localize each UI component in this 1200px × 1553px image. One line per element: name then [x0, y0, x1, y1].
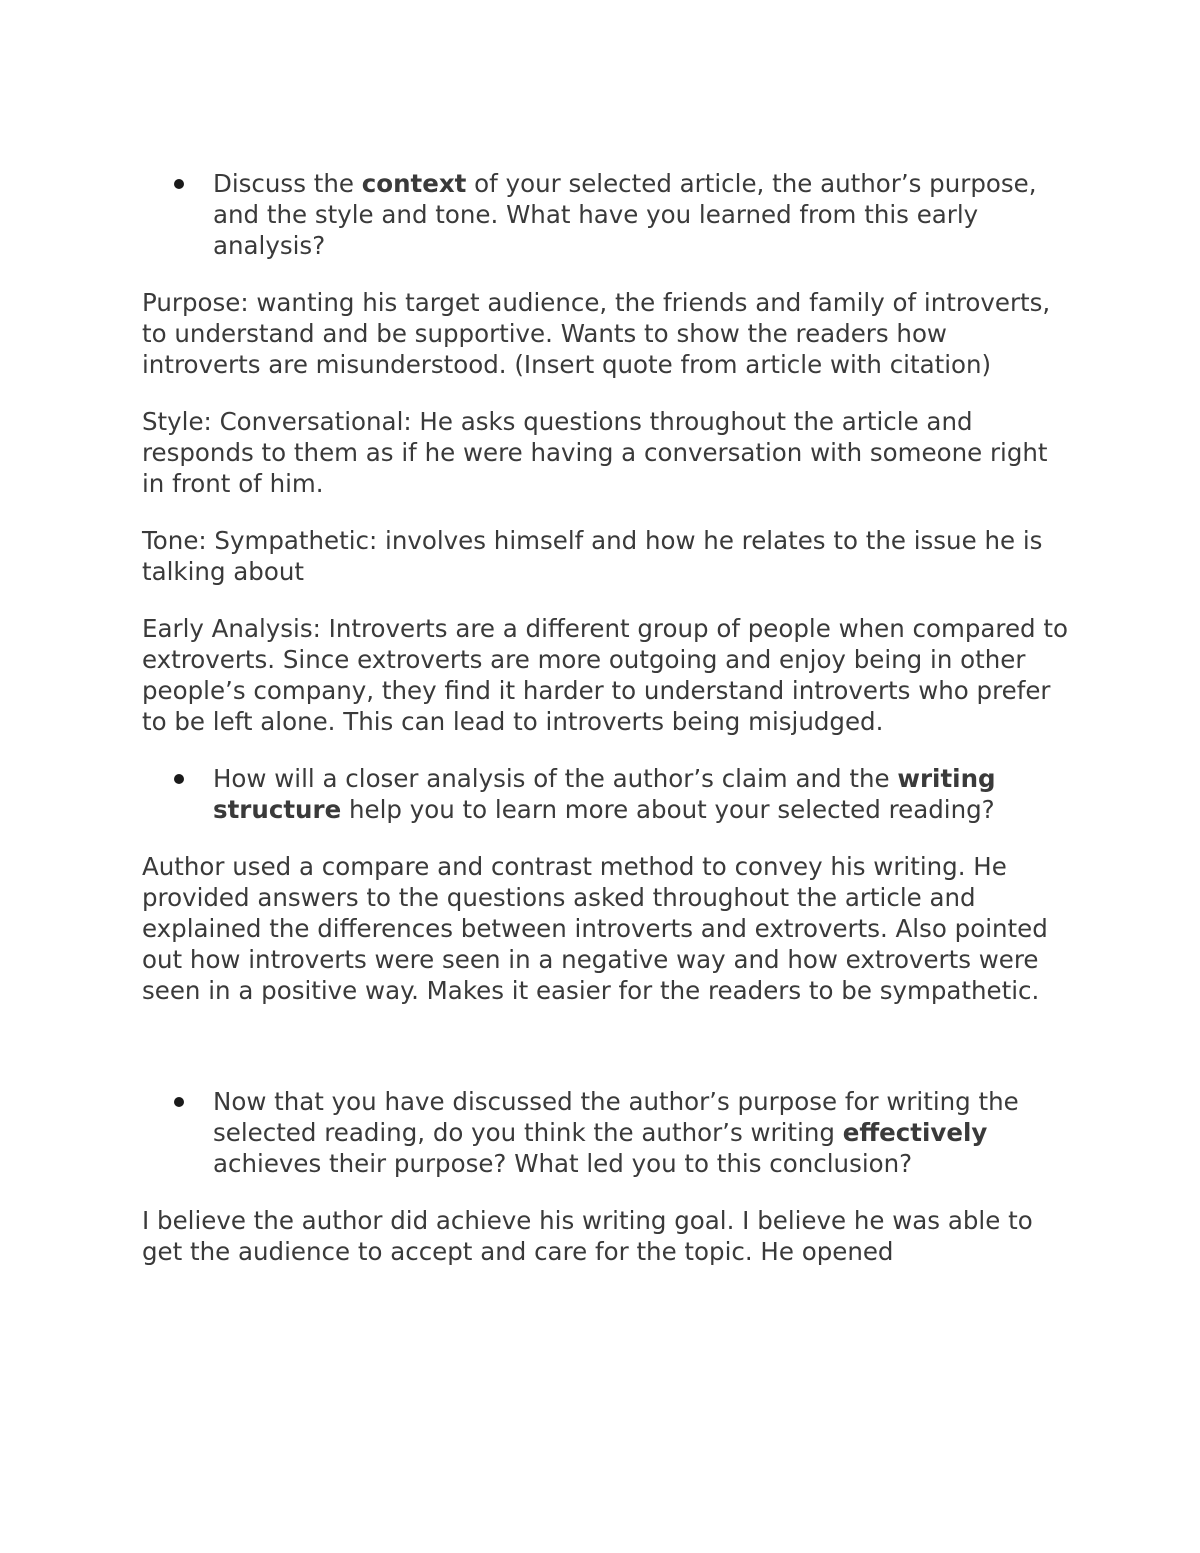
bold-keyword: context [361, 169, 467, 198]
question-context [142, 168, 1072, 261]
question-text: Discuss the context of your selected article, the author’s purpose, and the style and tone. What have you learned from this early analysis? [213, 169, 1037, 260]
answer-early-analysis: Early Analysis: Introverts are a different group of people when compared to extroverts. Since extroverts are more outgoing and enjoy being in other people’s company, they find it harder to understand introverts who prefer to be left alone. This can lead to introverts being misjudged. [142, 614, 1068, 736]
bullet-icon [174, 179, 184, 189]
question-text: How will a closer analysis of the author’s claim and the writing structure help you to learn more about your selected reading? [213, 764, 996, 824]
question-writing-structure [142, 763, 1072, 825]
answer-tone: Tone: Sympathetic: involves himself and how he relates to the issue he is talking about [142, 526, 1043, 586]
bullet-icon [174, 774, 184, 784]
answer-purpose: Purpose: wanting his target audience, the friends and family of introverts, to understand and be supportive. Wants to show the readers how introverts are misunderstood. (Insert quote from article with citation) [142, 288, 1051, 379]
question-text: Now that you have discussed the author’s purpose for writing the selected reading, do you think the author’s writing effectively achieves their purpose? What led you to this conclusion? [213, 1087, 1019, 1178]
answer-style: Style: Conversational: He asks questions throughout the article and responds to them as if he were having a conversation with someone right in front of him. [142, 407, 1048, 498]
bold-keyword: writing structure [213, 764, 996, 824]
blank-line [142, 1032, 1072, 1086]
bold-keyword: effectively [842, 1118, 988, 1147]
document-body [142, 168, 1072, 1293]
question-effectiveness [142, 1086, 1072, 1179]
answer-structure: Author used a compare and contrast method to convey his writing. He provided answers to the questions asked throughout the article and explained the differences between introverts and extroverts. Also pointed out how introverts were seen in a negative way and how extroverts were seen in a positive way. Makes it easier for the readers to be sympathetic. [142, 852, 1048, 1005]
bullet-icon [174, 1097, 184, 1107]
answer-conclusion: I believe the author did achieve his writing goal. I believe he was able to get the audience to accept and care for the topic. He opened [142, 1206, 1033, 1266]
